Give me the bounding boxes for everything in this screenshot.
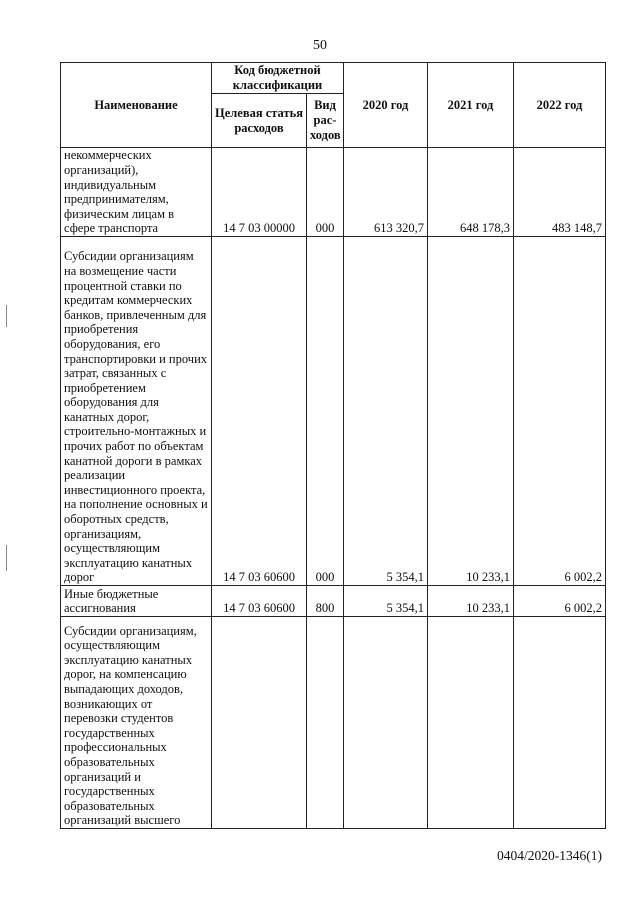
row-name: Субсидии организациям, осуществляющим эксплуатацию канатных дорог, на компенсацию выпадающих доходов, возникающих от перевозки студентов государственных профессиональных образовательных организаций и государственных образовательных организаций высшего (61, 617, 212, 829)
row-value-2022: 6 002,2 (514, 237, 606, 586)
header-year-2022: 2022 год (514, 63, 606, 148)
row-value-2021: 648 178,3 (428, 148, 514, 237)
row-value-2021: 10 233,1 (428, 237, 514, 586)
row-name: Субсидии организациям на возмещение части процентной ставки по кредитам коммерческих банков, привлеченным для приобретения оборудования, его транспортировки и прочих затрат, связанных с приобретением оборудования для канатных дорог, строительно-монтажных и прочих работ по объектам канатной дороги в рамках реализации инвестиционного проекта, на пополнение основных и оборотных средств, организациям, осуществляющим эксплуатацию канатных дорог (61, 237, 212, 586)
page-number: 50 (313, 38, 327, 53)
row-expense-kind: 800 (307, 586, 344, 617)
row-value-2022: 6 002,2 (514, 586, 606, 617)
header-target-article: Целевая статья расходов (212, 94, 307, 148)
row-value-2020 (344, 617, 428, 829)
row-value-2020: 5 354,1 (344, 237, 428, 586)
table-row (61, 586, 606, 617)
row-target-article (212, 617, 307, 829)
row-value-2020: 5 354,1 (344, 586, 428, 617)
table-row (61, 237, 606, 586)
header-expense-kind: Вид рас-ходов (307, 94, 344, 148)
document-code: 0404/2020-1346(1) (497, 848, 602, 863)
header-year-2021: 2021 год (428, 63, 514, 148)
row-value-2022: 483 148,7 (514, 148, 606, 237)
table-row (61, 148, 606, 237)
scan-mark (6, 305, 7, 327)
row-target-article: 14 7 03 00000 (212, 148, 307, 237)
header-year-2020: 2020 год (344, 63, 428, 148)
row-value-2021: 10 233,1 (428, 586, 514, 617)
row-target-article: 14 7 03 60600 (212, 237, 307, 586)
row-value-2021 (428, 617, 514, 829)
table-row (61, 617, 606, 829)
row-expense-kind: 000 (307, 237, 344, 586)
row-value-2022 (514, 617, 606, 829)
row-expense-kind: 000 (307, 148, 344, 237)
scan-mark (6, 545, 7, 571)
row-name: Иные бюджетные ассигнования (61, 586, 212, 617)
header-budget-code: Код бюджетной классификации (212, 63, 344, 94)
header-name: Наименование (61, 63, 212, 148)
row-value-2020: 613 320,7 (344, 148, 428, 237)
row-name: некоммерческих организаций), индивидуальным предпринимателям, физическим лицам в сфере транспорта (61, 148, 212, 237)
row-target-article: 14 7 03 60600 (212, 586, 307, 617)
row-expense-kind (307, 617, 344, 829)
budget-table (60, 62, 606, 829)
